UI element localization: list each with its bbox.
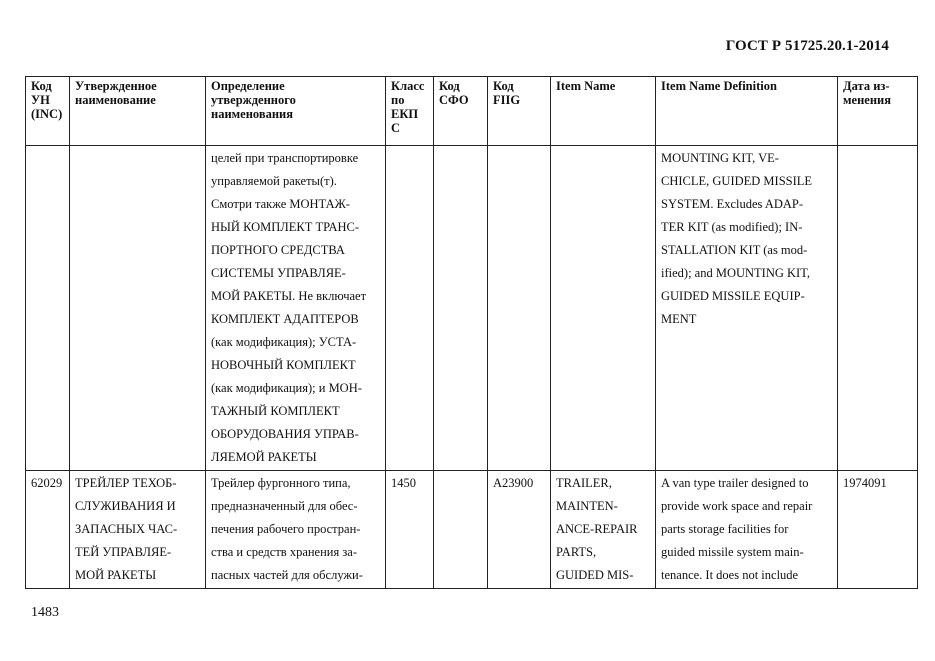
cell-text-line: МОЙ РАКЕТЫ [75, 568, 157, 582]
header-text: наименования [211, 107, 294, 121]
cell-fiig: A23900 [488, 471, 551, 589]
document-code: ГОСТ Р 51725.20.1-2014 [725, 38, 889, 54]
header-text: Код [31, 79, 52, 93]
column-header-inc [26, 77, 70, 146]
cell-text-line: (как модификация); УСТА- [211, 335, 357, 349]
cell-fiig [488, 146, 551, 471]
cell-date [838, 146, 918, 471]
header-text: С [391, 121, 401, 135]
cell-text-line: ТРЕЙЛЕР ТЕХОБ- [75, 476, 177, 490]
column-header-item-name [551, 77, 656, 146]
cell-text-line: ЗАПАСНЫХ ЧАС- [75, 522, 178, 536]
cell-text-line: управляемой ракеты(т). [211, 174, 337, 188]
cell-text-line: GUIDED MIS- [556, 568, 634, 582]
cell-text-line: Трейлер фургонного типа, [211, 476, 351, 490]
column-header-sfo [434, 77, 488, 146]
header-text: УН [31, 93, 50, 107]
cell-text-line: ТЕЙ УПРАВЛЯЕ- [75, 545, 172, 559]
header-text: Код [439, 79, 460, 93]
header-text: Определение [211, 79, 285, 93]
cell-item-definition [656, 146, 838, 471]
header-text: Утвержденное [75, 79, 157, 93]
cell-text-line: MENT [661, 312, 697, 326]
cell-sfo [434, 146, 488, 471]
header-text: менения [843, 93, 891, 107]
cell-date: 1974091 [838, 471, 918, 589]
column-header-date [838, 77, 918, 146]
cell-text-line: ified); and MOUNTING KIT, [661, 266, 811, 280]
cell-text-line: MOUNTING KIT, VE- [661, 151, 779, 165]
header-text: утвержденного [211, 93, 296, 107]
cell-name-ru [70, 146, 206, 471]
cell-name-ru [70, 471, 206, 589]
cell-text-line: ОБОРУДОВАНИЯ УПРАВ- [211, 427, 359, 441]
cell-text-line: печения рабочего простран- [211, 522, 361, 536]
cell-text-line: provide work space and repair [661, 499, 813, 513]
cell-text-line: НОВОЧНЫЙ КОМПЛЕКТ [211, 358, 356, 372]
cell-text-line: ства и средств хранения за- [211, 545, 358, 559]
cell-definition-ru [206, 146, 386, 471]
cell-inc [26, 146, 70, 471]
page-number: 1483 [31, 605, 59, 620]
catalog-table [25, 76, 918, 589]
cell-text-line: SYSTEM. Excludes ADAP- [661, 197, 804, 211]
cell-text-line: guided missile system main- [661, 545, 804, 559]
cell-inc: 62029 [26, 471, 70, 589]
column-header-item-definition [656, 77, 838, 146]
column-header-name-ru [70, 77, 206, 146]
cell-text-line: CHICLE, GUIDED MISSILE [661, 174, 813, 188]
cell-text-line: ПОРТНОГО СРЕДСТВА [211, 243, 345, 257]
cell-text-line: tenance. It does not include [661, 568, 799, 582]
cell-text-line: пасных частей для обслужи- [211, 568, 363, 582]
cell-text-line: СЛУЖИВАНИЯ И [75, 499, 176, 513]
column-header-definition-ru [206, 77, 386, 146]
cell-text-line: parts storage facilities for [661, 522, 789, 536]
table-body [26, 146, 918, 589]
header-text: наименование [75, 93, 156, 107]
cell-text-line: GUIDED MISSILE EQUIP- [661, 289, 805, 303]
cell-item-definition [656, 471, 838, 589]
cell-text-line: КОМПЛЕКТ АДАПТЕРОВ [211, 312, 359, 326]
cell-item-name [551, 471, 656, 589]
table-row [26, 471, 918, 589]
cell-text-line: PARTS, [556, 545, 597, 559]
cell-definition-ru [206, 471, 386, 589]
header-text: FIIG [493, 93, 521, 107]
cell-text-line: (как модификация); и МОН- [211, 381, 362, 395]
cell-item-name [551, 146, 656, 471]
header-text: Код [493, 79, 514, 93]
cell-text-line: TRAILER, [556, 476, 612, 490]
cell-sfo [434, 471, 488, 589]
cell-text-line: Смотри также МОНТАЖ- [211, 197, 350, 211]
cell-text-line: ТАЖНЫЙ КОМПЛЕКТ [211, 404, 340, 418]
cell-text-line: STALLATION KIT (as mod- [661, 243, 808, 257]
header-text: Item Name [556, 79, 616, 93]
column-header-class [386, 77, 434, 146]
cell-text-line: TER KIT (as modified); IN- [661, 220, 803, 234]
header-text: Дата из- [843, 79, 890, 93]
cell-text-line: ANCE-REPAIR [556, 522, 638, 536]
cell-text-line: СИСТЕМЫ УПРАВЛЯЕ- [211, 266, 346, 280]
table-header-row [26, 77, 918, 146]
cell-text-line: предназначенный для обес- [211, 499, 358, 513]
table-row [26, 146, 918, 471]
cell-text-line: целей при транспортировке [211, 151, 359, 165]
cell-text-line: ЛЯЕМОЙ РАКЕТЫ [211, 450, 317, 464]
header-text: по [391, 93, 405, 107]
cell-text-line: МОЙ РАКЕТЫ. Не включает [211, 289, 367, 303]
cell-text-line: A van type trailer designed to [661, 476, 809, 490]
header-text: ЕКП [391, 107, 419, 121]
column-header-fiig [488, 77, 551, 146]
cell-text-line: НЫЙ КОМПЛЕКТ ТРАНС- [211, 220, 360, 234]
header-text: (INC) [31, 107, 63, 121]
header-text: Item Name Definition [661, 79, 777, 93]
header-text: Класс [391, 79, 425, 93]
header-text: СФО [439, 93, 469, 107]
cell-text-line: MAINTEN- [556, 499, 618, 513]
cell-class [386, 146, 434, 471]
cell-class: 1450 [386, 471, 434, 589]
